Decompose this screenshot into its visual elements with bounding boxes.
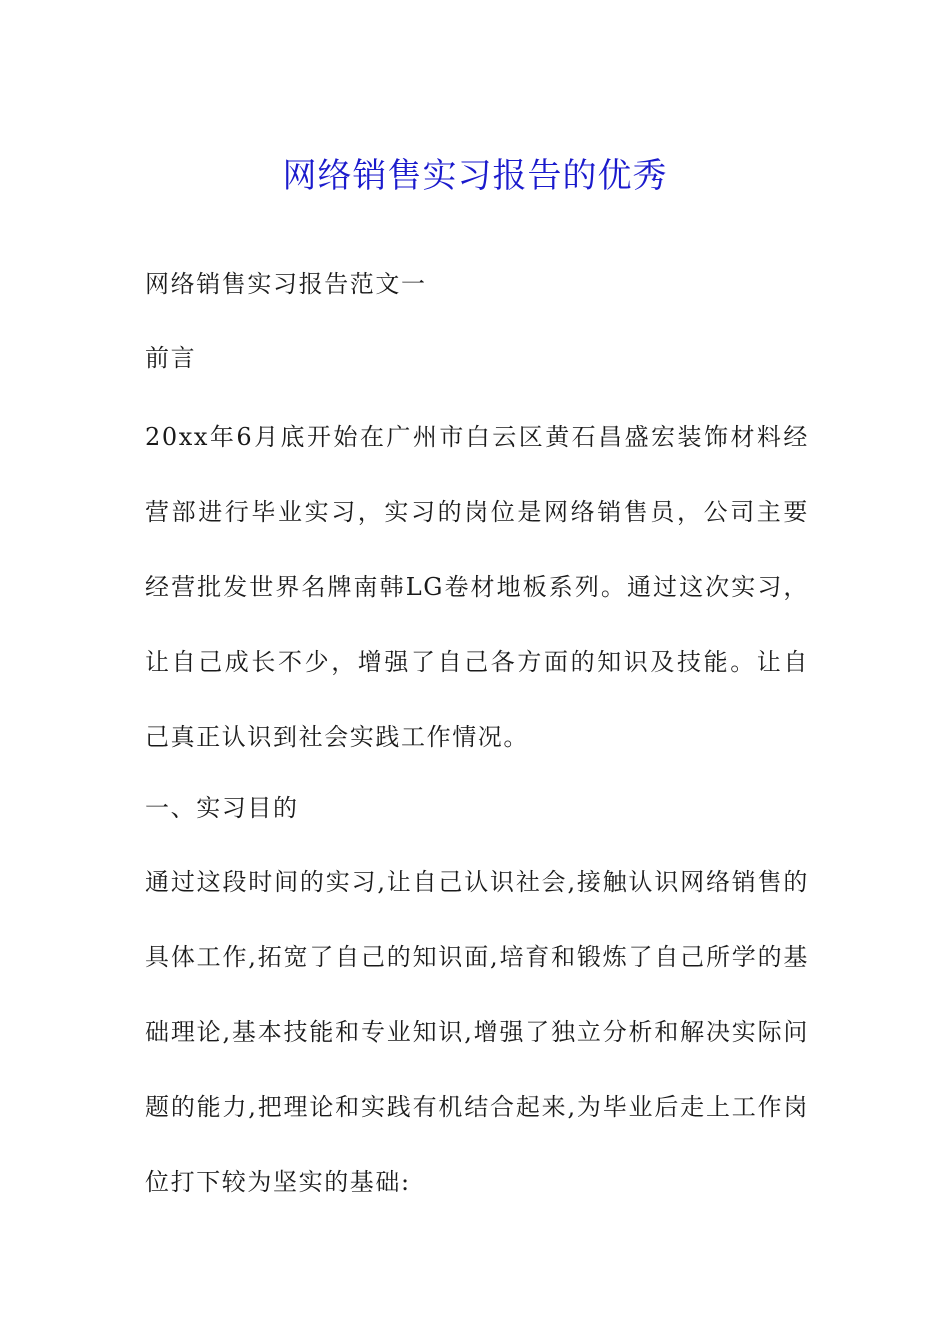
paragraph-purpose: 通过这段时间的实习,让自己认识社会,接触认识网络销售的具体工作,拓宽了自己的知识面,培育和锻炼了自己所学的基础理论,基本技能和专业知识,增强了独立分析和解决实际问题的能力,把理论和实践有机结合起来,为毕业后走上工作岗位打下较为坚实的基础: [145,868,809,1196]
preface-heading: 前言 [145,344,197,372]
document-title: 网络销售实习报告的优秀 [282,155,668,196]
section-heading-purpose: 一、实习目的 [145,794,299,822]
document-subtitle: 网络销售实习报告范文一 [145,270,427,298]
paragraph-intro: 20xx年6月底开始在广州市白云区黄石昌盛宏装饰材料经营部进行毕业实习，实习的岗位是网络销售员，公司主要经营批发世界名牌南韩LG卷材地板系列。通过这次实习，让自己成长不少，增强了自己各方面的知识及技能。让自己真正认识到社会实践工作情况。 [145,423,809,751]
